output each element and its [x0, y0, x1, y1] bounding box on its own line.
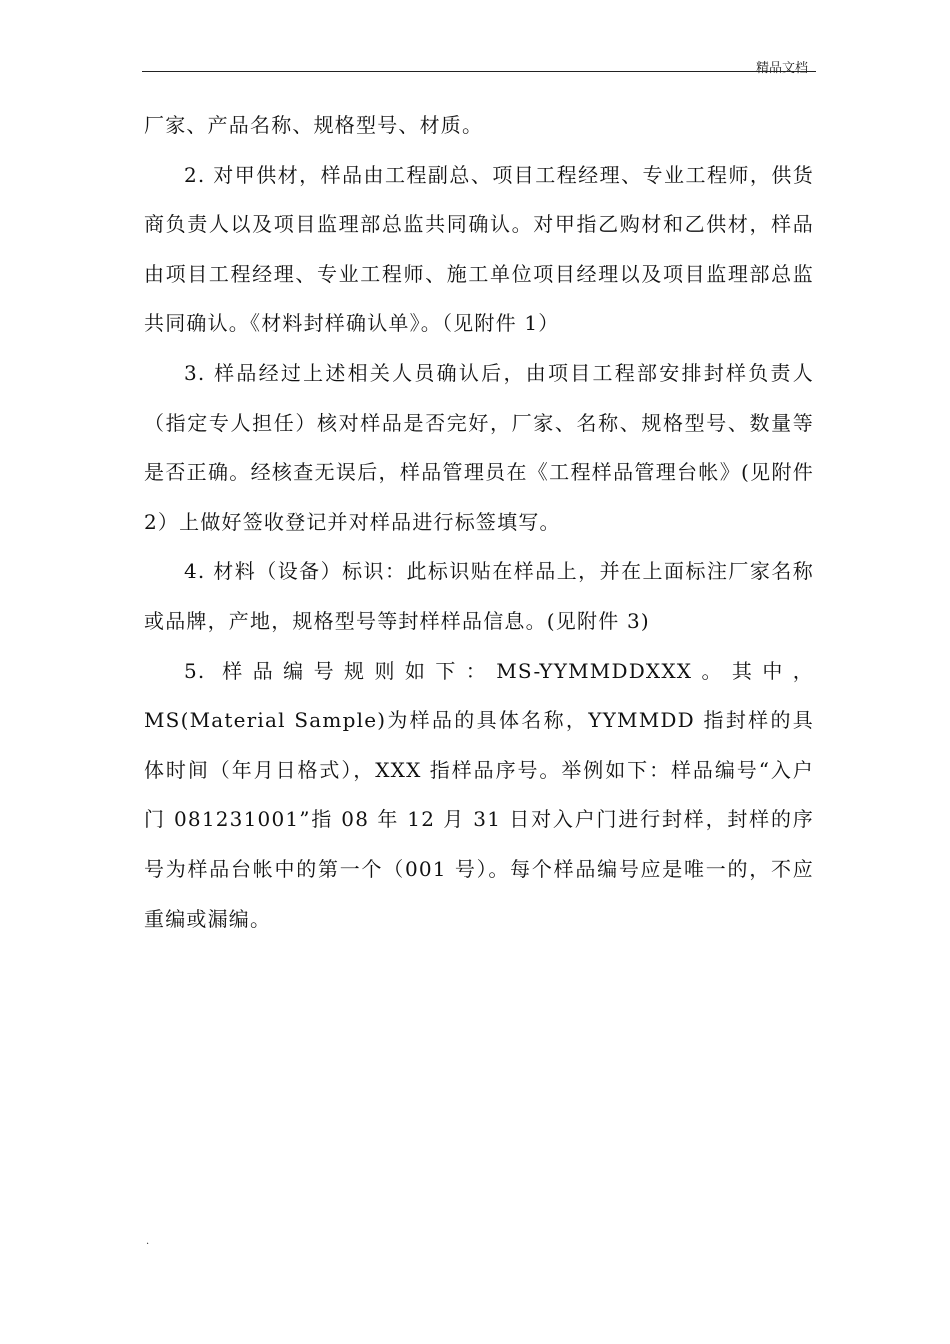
document-body — [144, 101, 814, 944]
footer-mark: . — [146, 1236, 150, 1247]
paragraph-item-2: 2. 对甲供材，样品由工程副总、项目工程经理、专业工程师，供货商负责人以及项目监理部总监共同确认。对甲指乙购材和乙供材，样品由项目工程经理、专业工程师、施工单位项目经理以及项目监理部总监共同确认。《材料封样确认单》。（见附件 1） — [144, 162, 814, 336]
header-rule — [142, 71, 816, 72]
paragraph-continuation: 厂家、产品名称、规格型号、材质。 — [144, 113, 484, 137]
paragraph-item-4: 4. 材料（设备）标识：此标识贴在样品上，并在上面标注厂家名称或品牌，产地，规格型号等封样样品信息。(见附件 3) — [144, 559, 814, 633]
paragraph-item-3: 3. 样品经过上述相关人员确认后，由项目工程部安排封样负责人（指定专人担任）核对样品是否完好，厂家、名称、规格型号、数量等是否正确。经核查无误后，样品管理员在《工程样品管理台帐》(见附件 2）上做好签收登记并对样品进行标签填写。 — [144, 360, 814, 534]
header-label: 精品文档 — [755, 61, 808, 76]
paragraph-item-5: 5. 样品编号规则如下：MS-YYMMDDXXX。其中，MS(Material Sample)为样品的具体名称，YYMMDD 指封样的具体时间（年月日格式），XXX 指样品序号。举例如下：样品编号“入户门 081231001”指 08 年 12 月 31 日对入户门进行封样，封样的序号为样品台帐中的第一个（001 号）。每个样品编号应是唯一的，不应重编或漏编。 — [144, 658, 814, 931]
